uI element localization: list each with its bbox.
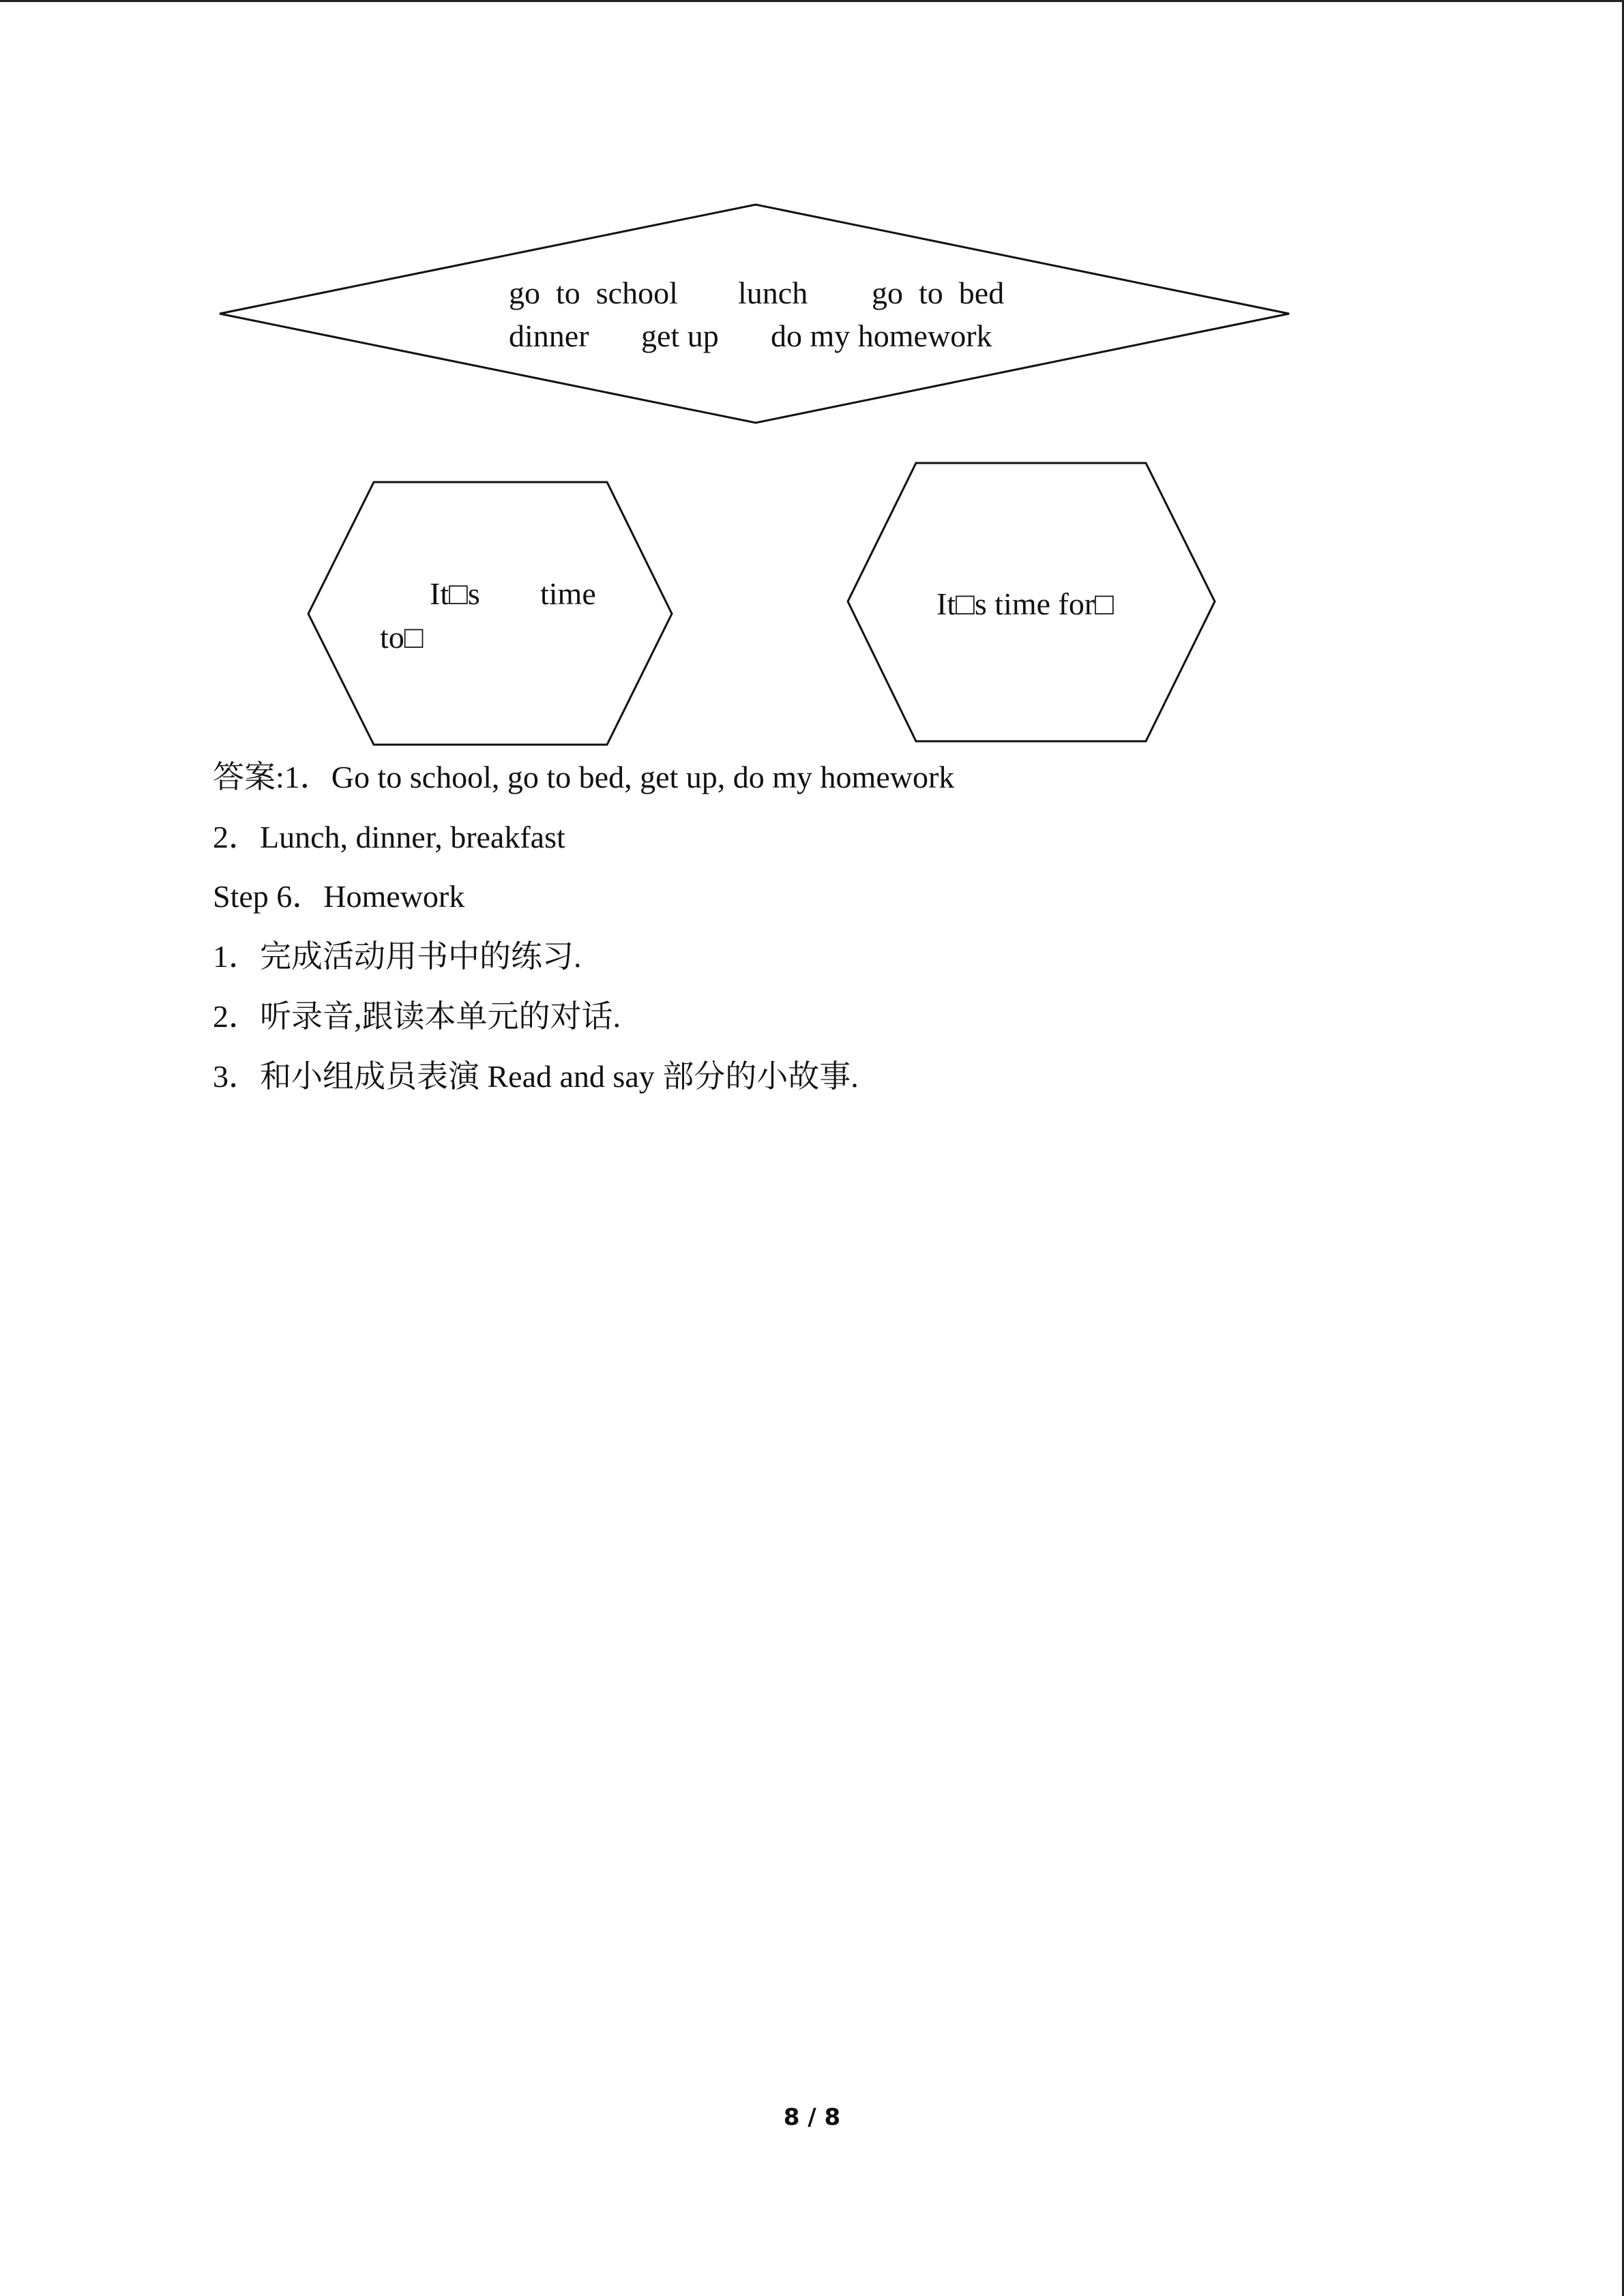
homework-item-2: 2．听录音,跟读本单元的对话.: [213, 999, 621, 1034]
hexagon-left-its: It□s: [430, 576, 480, 611]
step-6-heading: Step 6．Homework: [213, 879, 465, 914]
answer-line-2: 2．Lunch, dinner, breakfast: [213, 820, 565, 854]
homework-item-3: 3．和小组成员表演 Read and say 部分的小故事.: [213, 1059, 859, 1094]
hexagon-left-time: time: [540, 576, 596, 611]
word-shapes-figure: [0, 0, 1624, 764]
hexagon-right-its-time-for: It□s time for□: [936, 586, 1114, 621]
its-time-to-hexagon: [308, 482, 672, 745]
word-do-my-homework: do my homework: [771, 318, 992, 353]
word-get-up: get up: [641, 318, 719, 353]
word-bank-diamond: [220, 205, 1289, 423]
homework-item-1: 1．完成活动用书中的练习.: [213, 939, 582, 974]
word-go-to-school: go to school: [509, 275, 678, 310]
page-number: 8 / 8: [783, 2104, 841, 2131]
word-dinner: dinner: [509, 318, 589, 353]
word-go-to-bed: go to bed: [872, 275, 1005, 310]
answer-line-1: 答案:1．Go to school, go to bed, get up, do my homework: [213, 760, 955, 794]
hexagon-left-to: to□: [380, 620, 424, 655]
word-lunch: lunch: [738, 275, 808, 310]
